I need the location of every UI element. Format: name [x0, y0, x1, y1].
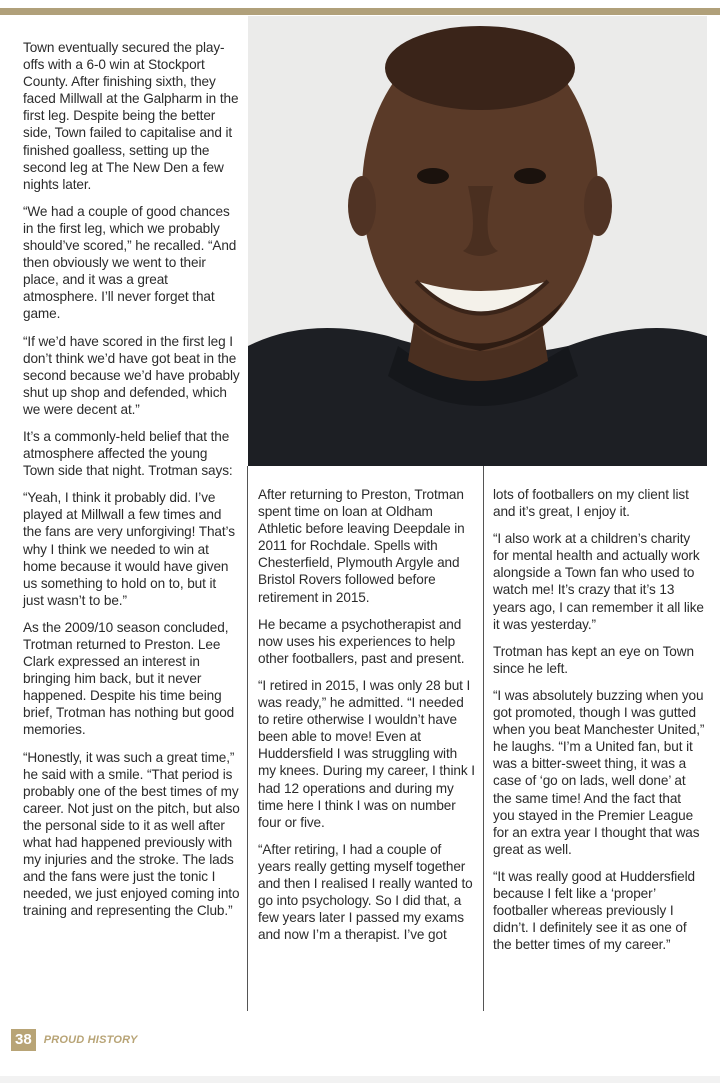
paragraph: lots of footballers on my client list and it’s great, I enjoy it.	[493, 487, 689, 520]
portrait-illustration	[248, 16, 707, 466]
paragraph: “It was really good at Huddersfield because I felt like a ‘proper’ footballer whereas previously I didn’t. I definitely see it as one of the better times of my career.”	[493, 868, 696, 953]
bottom-strip	[0, 1076, 720, 1083]
text-column-2	[258, 486, 476, 953]
paragraph: “Honestly, it was such a great time,” he said with a smile. “That period is probably one of the best times of my career. Not just on the pitch, but also the personal side to it as well after what had happened previously with my injuries and the stroke. The lads and the fans were just the tonic I needed, we just enjoyed coming into training and representing the Club.”	[23, 749, 240, 919]
text-column-1	[23, 39, 240, 930]
paragraph: “I was absolutely buzzing when you got promoted, though I was gutted when you beat Manchester United,” he laughs. “I’m a United fan, but it was a bitter-sweet thing, it was a case of ‘go on lads, well done’ at the same time! And the fact that you stayed in the Premier League for an extra year I thought that was great as well.	[493, 687, 705, 857]
player-photo	[248, 16, 707, 466]
paragraph: “I also work at a children’s charity for mental health and actually work alongside a Town fan who used to watch me! It’s crazy that it’s 13 years ago, I can remember it all like it was yesterday.”	[493, 531, 704, 632]
paragraph: “If we’d have scored in the first leg I don’t think we’d have got beat in the second because we’d have probably shut up shop and defended, which we were decent at.”	[23, 333, 240, 417]
paragraph: “We had a couple of good chances in the first leg, which we probably should’ve scored,” he recalled. “And then obviously we went to their place, and it was a great atmosphere. I’ll never forget that game.	[23, 203, 237, 322]
paragraph: Town eventually secured the play-offs with a 6-0 win at Stockport County. After finishing sixth, they faced Millwall at the Galpharm in the first leg. Despite being the better side, Town failed to capitalise and it finished goalless, setting up the second leg at The New Den a few nights later.	[23, 40, 239, 192]
paragraph: “Yeah, I think it probably did. I’ve played at Millwall a few times and the fans are very unforgiving! That’s why I think we needed to win at home because it would have given us something to hold on to, but it just wasn’t to be.”	[23, 490, 235, 608]
page-number: 38	[11, 1029, 36, 1051]
paragraph: He became a psychotherapist and now uses his experiences to help other footballers, past and present.	[258, 616, 465, 666]
column-divider	[483, 466, 484, 1011]
section-title: PROUD HISTORY	[43, 1034, 138, 1046]
paragraph: It’s a commonly-held belief that the atmosphere affected the young Town side that night. Trotman says:	[23, 428, 233, 479]
paragraph: “After retiring, I had a couple of years really getting myself together and then I realised I really wanted to go into psychology. So I did that, a few years later I passed my exams and now I’m a therapist. I’ve got	[258, 841, 473, 943]
paragraph: As the 2009/10 season concluded, Trotman returned to Preston. Lee Clark expressed an interest in bringing him back, but it never happened. Despite his time being brief, Trotman has nothing but good memories.	[23, 619, 235, 738]
paragraph: Trotman has kept an eye on Town since he left.	[493, 643, 694, 676]
page-footer	[11, 1029, 138, 1051]
paragraph: “I retired in 2015, I was only 28 but I was ready,” he admitted. “I needed to retire otherwise I wouldn’t have been able to move! Even at Huddersfield I was struggling with my knees. During my career, I think I had 12 operations and during my time here I think I was on number four or five.	[258, 677, 475, 830]
paragraph: After returning to Preston, Trotman spent time on loan at Oldham Athletic before leaving Deepdale in 2011 for Rochdale. Spells with Chesterfield, Plymouth Argyle and Bristol Rovers followed before retirement in 2015.	[258, 487, 465, 605]
column-divider	[247, 466, 248, 1011]
top-rule	[0, 8, 720, 15]
text-column-3	[493, 486, 705, 963]
